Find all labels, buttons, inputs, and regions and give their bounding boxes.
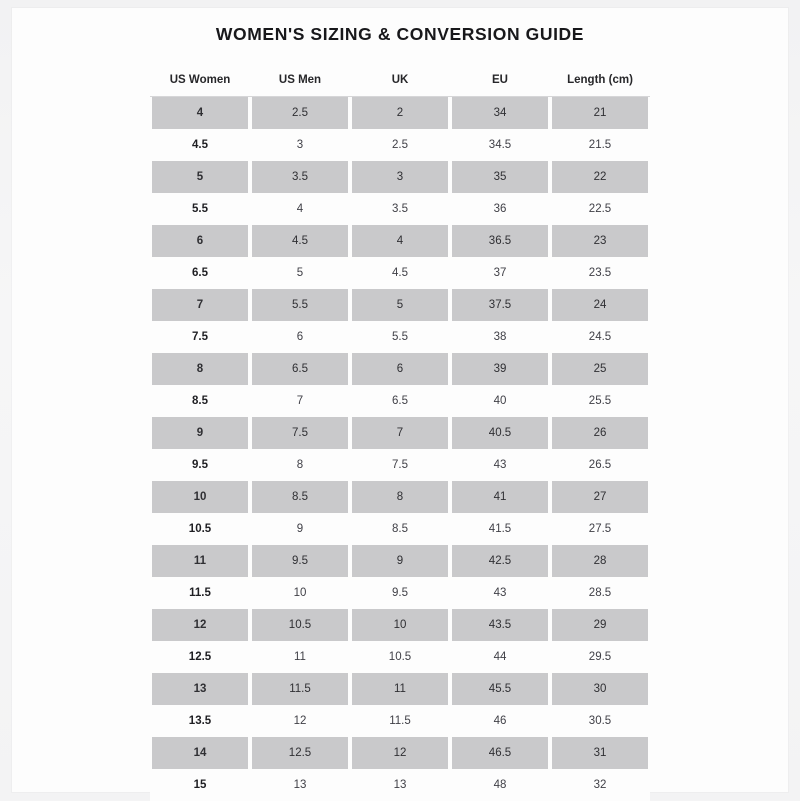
- table-cell: 2.5: [350, 129, 450, 161]
- table-cell: 30: [550, 673, 650, 705]
- table-cell: 3.5: [250, 161, 350, 193]
- table-cell: 10.5: [350, 641, 450, 673]
- table-cell: 29: [550, 609, 650, 641]
- table-cell: 4.5: [250, 225, 350, 257]
- table-body: [150, 97, 650, 801]
- table-row: [150, 257, 650, 289]
- column-header-uk: UK: [350, 65, 450, 97]
- table-cell: 14: [150, 737, 250, 769]
- table-cell: 42.5: [450, 545, 550, 577]
- table-cell: 23.5: [550, 257, 650, 289]
- table-cell: 43: [450, 577, 550, 609]
- table-cell: 13: [250, 769, 350, 801]
- table-cell: 6: [150, 225, 250, 257]
- table-cell: 4: [150, 97, 250, 130]
- table-cell: 10: [150, 481, 250, 513]
- column-header-us-men: US Men: [250, 65, 350, 97]
- table-cell: 15: [150, 769, 250, 801]
- table-row: [150, 289, 650, 321]
- column-header-us-women: US Women: [150, 65, 250, 97]
- table-cell: 30.5: [550, 705, 650, 737]
- table-cell: 11.5: [250, 673, 350, 705]
- table-cell: 29.5: [550, 641, 650, 673]
- size-conversion-table: [150, 65, 650, 801]
- table-cell: 38: [450, 321, 550, 353]
- table-cell: 12: [350, 737, 450, 769]
- table-row: [150, 545, 650, 577]
- table-cell: 6.5: [250, 353, 350, 385]
- table-cell: 5.5: [150, 193, 250, 225]
- table-cell: 7: [250, 385, 350, 417]
- table-cell: 7.5: [350, 449, 450, 481]
- table-cell: 8.5: [350, 513, 450, 545]
- table-cell: 41: [450, 481, 550, 513]
- table-row: [150, 161, 650, 193]
- table-cell: 3.5: [350, 193, 450, 225]
- table-cell: 46.5: [450, 737, 550, 769]
- table-row: [150, 737, 650, 769]
- table-cell: 12: [150, 609, 250, 641]
- table-cell: 28.5: [550, 577, 650, 609]
- table-row: [150, 481, 650, 513]
- table-cell: 27: [550, 481, 650, 513]
- table-cell: 41.5: [450, 513, 550, 545]
- table-cell: 11: [350, 673, 450, 705]
- table-cell: 25.5: [550, 385, 650, 417]
- document-content: [150, 0, 650, 801]
- table-header: [150, 65, 650, 97]
- table-cell: 7: [150, 289, 250, 321]
- table-row: [150, 449, 650, 481]
- table-cell: 28: [550, 545, 650, 577]
- table-cell: 9: [350, 545, 450, 577]
- table-row: [150, 385, 650, 417]
- table-cell: 10: [350, 609, 450, 641]
- table-cell: 48: [450, 769, 550, 801]
- table-cell: 40.5: [450, 417, 550, 449]
- table-cell: 6.5: [150, 257, 250, 289]
- table-cell: 22: [550, 161, 650, 193]
- table-cell: 34: [450, 97, 550, 130]
- table-cell: 31: [550, 737, 650, 769]
- table-cell: 13.5: [150, 705, 250, 737]
- table-cell: 3: [250, 129, 350, 161]
- table-cell: 26.5: [550, 449, 650, 481]
- table-cell: 39: [450, 353, 550, 385]
- table-cell: 5: [350, 289, 450, 321]
- table-row: [150, 225, 650, 257]
- table-cell: 44: [450, 641, 550, 673]
- table-row: [150, 97, 650, 130]
- table-cell: 22.5: [550, 193, 650, 225]
- table-cell: 34.5: [450, 129, 550, 161]
- table-cell: 45.5: [450, 673, 550, 705]
- table-cell: 7.5: [250, 417, 350, 449]
- table-cell: 35: [450, 161, 550, 193]
- table-row: [150, 705, 650, 737]
- table-cell: 12: [250, 705, 350, 737]
- table-cell: 10.5: [150, 513, 250, 545]
- table-cell: 4.5: [150, 129, 250, 161]
- table-cell: 21: [550, 97, 650, 130]
- table-cell: 9: [150, 417, 250, 449]
- table-cell: 5: [250, 257, 350, 289]
- table-cell: 9.5: [250, 545, 350, 577]
- table-cell: 37.5: [450, 289, 550, 321]
- table-row: [150, 417, 650, 449]
- table-cell: 5.5: [350, 321, 450, 353]
- table-row: [150, 321, 650, 353]
- table-row: [150, 673, 650, 705]
- table-cell: 26: [550, 417, 650, 449]
- table-cell: 4: [250, 193, 350, 225]
- table-cell: 37: [450, 257, 550, 289]
- table-cell: 36.5: [450, 225, 550, 257]
- table-cell: 11: [150, 545, 250, 577]
- table-cell: 36: [450, 193, 550, 225]
- table-cell: 8: [250, 449, 350, 481]
- table-cell: 2.5: [250, 97, 350, 130]
- table-cell: 43: [450, 449, 550, 481]
- table-cell: 7: [350, 417, 450, 449]
- table-cell: 12.5: [150, 641, 250, 673]
- table-cell: 25: [550, 353, 650, 385]
- table-cell: 9.5: [350, 577, 450, 609]
- table-cell: 6: [250, 321, 350, 353]
- table-cell: 5.5: [250, 289, 350, 321]
- column-header-length-cm: Length (cm): [550, 65, 650, 97]
- table-cell: 4.5: [350, 257, 450, 289]
- table-cell: 2: [350, 97, 450, 130]
- table-cell: 6: [350, 353, 450, 385]
- table-cell: 10: [250, 577, 350, 609]
- table-cell: 8: [150, 353, 250, 385]
- table-cell: 32: [550, 769, 650, 801]
- table-cell: 8.5: [150, 385, 250, 417]
- table-header-row: [150, 65, 650, 97]
- page-title: WOMEN'S SIZING & CONVERSION GUIDE: [150, 24, 650, 45]
- table-cell: 11.5: [150, 577, 250, 609]
- table-cell: 13: [150, 673, 250, 705]
- table-cell: 27.5: [550, 513, 650, 545]
- column-header-eu: EU: [450, 65, 550, 97]
- table-cell: 40: [450, 385, 550, 417]
- table-row: [150, 353, 650, 385]
- table-row: [150, 641, 650, 673]
- table-cell: 9.5: [150, 449, 250, 481]
- table-cell: 46: [450, 705, 550, 737]
- table-cell: 7.5: [150, 321, 250, 353]
- table-cell: 8.5: [250, 481, 350, 513]
- table-cell: 9: [250, 513, 350, 545]
- table-cell: 24: [550, 289, 650, 321]
- table-cell: 43.5: [450, 609, 550, 641]
- table-cell: 3: [350, 161, 450, 193]
- table-row: [150, 609, 650, 641]
- table-cell: 10.5: [250, 609, 350, 641]
- table-cell: 11.5: [350, 705, 450, 737]
- table-row: [150, 513, 650, 545]
- table-cell: 4: [350, 225, 450, 257]
- table-cell: 8: [350, 481, 450, 513]
- table-cell: 13: [350, 769, 450, 801]
- table-row: [150, 769, 650, 801]
- table-cell: 11: [250, 641, 350, 673]
- table-cell: 5: [150, 161, 250, 193]
- table-row: [150, 193, 650, 225]
- table-row: [150, 577, 650, 609]
- table-cell: 21.5: [550, 129, 650, 161]
- table-cell: 12.5: [250, 737, 350, 769]
- table-cell: 6.5: [350, 385, 450, 417]
- table-cell: 24.5: [550, 321, 650, 353]
- table-row: [150, 129, 650, 161]
- table-cell: 23: [550, 225, 650, 257]
